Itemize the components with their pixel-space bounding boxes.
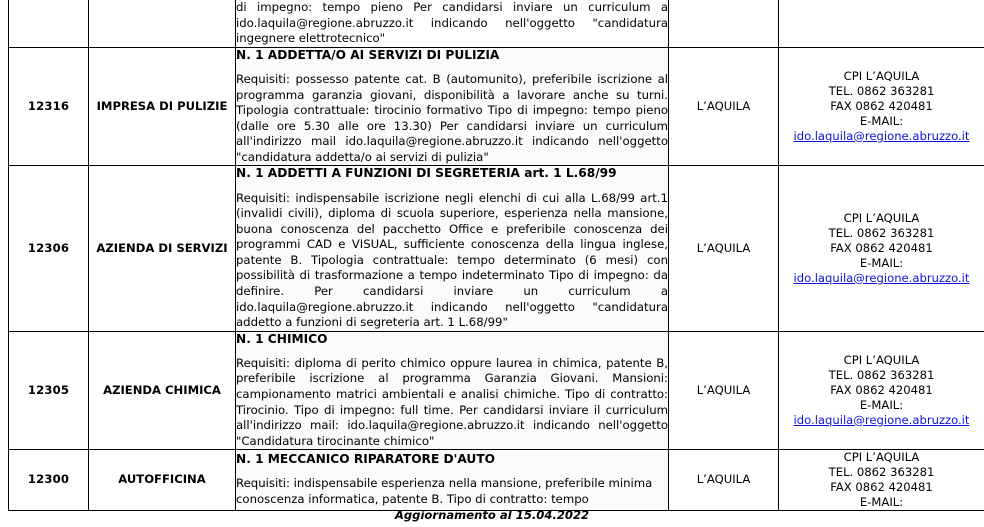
row-id: 12306 bbox=[9, 166, 89, 331]
contact-tel: TEL. 0862 363281 bbox=[828, 368, 935, 383]
contact-office: CPI L’AQUILA bbox=[843, 69, 920, 84]
table-row bbox=[9, 0, 984, 47]
row-contact bbox=[779, 166, 984, 331]
row-location: L’AQUILA bbox=[669, 166, 779, 331]
contact-tel: TEL. 0862 363281 bbox=[828, 84, 935, 99]
row-company: AUTOFFICINA bbox=[89, 450, 236, 510]
contact-email-label: E-MAIL: bbox=[859, 397, 904, 412]
row-description bbox=[236, 0, 669, 47]
description-title: N. 1 ADDETTA/O AI SERVIZI DI PULIZIA bbox=[236, 47, 500, 62]
description-title: N. 1 CHIMICO bbox=[236, 331, 328, 346]
row-id: 12300 bbox=[9, 450, 89, 510]
row-description bbox=[236, 450, 669, 510]
row-company: AZIENDA CHIMICA bbox=[89, 331, 236, 450]
table-row bbox=[9, 166, 984, 331]
row-contact bbox=[779, 331, 984, 450]
row-contact bbox=[779, 0, 984, 47]
table-row bbox=[9, 331, 984, 450]
contact-email-link[interactable]: ido.laquila@regione.abruzzo.it bbox=[793, 270, 970, 285]
row-contact bbox=[779, 450, 984, 510]
contact-email-link[interactable]: ido.laquila@regione.abruzzo.it bbox=[793, 128, 970, 143]
contact-email-link[interactable]: ido.laquila@regione.abruzzo.it bbox=[793, 412, 970, 427]
contact-office: CPI L’AQUILA bbox=[843, 450, 920, 465]
contact-tel: TEL. 0862 363281 bbox=[828, 226, 935, 241]
contact-email-label: E-MAIL: bbox=[859, 494, 904, 509]
row-description bbox=[236, 47, 669, 166]
description-title: N. 1 ADDETTI A FUNZIONI DI SEGRETERIA art. 1 L.68/99 bbox=[236, 166, 617, 181]
description-body: Requisiti: diploma di perito chimico oppure laurea in chimica, patente B, preferibile iscrizione al programma Garanzia Giovani. Mansioni: campionamento matrici ambientali e analisi chimiche. Tipo di contratto: Tirocinio. Tipo di impegno: full time. Per candidarsi inviare il curriculum all'indirizzo mail: ido.laquila@regione.abruzzo.it indicando nell'oggetto "Candidatura tirocinante chimico" bbox=[236, 355, 668, 448]
contact-fax: FAX 0862 420481 bbox=[830, 479, 933, 494]
contact-tel: TEL. 0862 363281 bbox=[828, 465, 935, 480]
description-body: Requisiti: indispensabile esperienza nella mansione, preferibile minima conoscenza informatica, patente B. Tipo di contratto: tempo bbox=[236, 476, 653, 507]
description-body: di impegno: tempo pieno Per candidarsi inviare un curriculum a ido.laquila@regione.abruzzo.it indicando nell'oggetto "candidatura ingegnere elettrotecnico" bbox=[236, 0, 668, 46]
contact-email-label: E-MAIL: bbox=[859, 255, 904, 270]
contact-office: CPI L’AQUILA bbox=[843, 211, 920, 226]
table-row bbox=[9, 47, 984, 166]
contact-fax: FAX 0862 420481 bbox=[830, 99, 933, 114]
row-contact bbox=[779, 47, 984, 166]
description-body: Requisiti: indispensabile iscrizione negli elenchi di cui alla L.68/99 art.1 (invalidi civili), diploma di scuola superiore, esperienza nella mansione, buona conoscenza del pacchetto Office e preferibile conoscenza dei programmi CAD e VISUAL, sufficiente conoscenza della lingua inglese, patente B. Tipologia contrattuale: tempo determinato (6 mesi) con possibilità di trasformazione a tempo indeterminato Tipo di impegno: da definire. Per candidarsi inviare un curriculum a ido.laquila@regione.abruzzo.it indicando nell'oggetto "candidatura addetto a funzioni di segreteria art. 1 L.68/99" bbox=[236, 190, 668, 330]
contact-fax: FAX 0862 420481 bbox=[830, 383, 933, 398]
contact-email-label: E-MAIL: bbox=[859, 113, 904, 128]
contact-fax: FAX 0862 420481 bbox=[830, 241, 933, 256]
table-row bbox=[9, 450, 984, 510]
row-id bbox=[9, 0, 89, 47]
row-location bbox=[669, 0, 779, 47]
row-company: AZIENDA DI SERVIZI bbox=[89, 166, 236, 331]
contact-office: CPI L’AQUILA bbox=[843, 353, 920, 368]
row-company bbox=[89, 0, 236, 47]
page-footer-note: Aggiornamento al 15.04.2022 bbox=[394, 508, 590, 522]
description-title: N. 1 MECCANICO RIPARATORE D'AUTO bbox=[236, 452, 495, 467]
row-id: 12305 bbox=[9, 331, 89, 450]
row-location: L’AQUILA bbox=[669, 47, 779, 166]
row-description bbox=[236, 331, 669, 450]
row-description bbox=[236, 166, 669, 331]
row-company: IMPRESA DI PULIZIE bbox=[89, 47, 236, 166]
description-body: Requisiti: possesso patente cat. B (automunito), preferibile iscrizione al programma garanzia giovani, disponibilità a lavorare anche su turni. Tipologia contrattuale: tirocinio formativo Tipo di impegno: tempo pieno (dalle ore 5.30 alle ore 13.30) Per candidarsi inviare un curriculum all'indirizzo mail ido.laquila@regione.abruzzo.it indicando nell'oggetto "candidatura addetta/o ai servizi di pulizia" bbox=[236, 71, 668, 164]
job-offers-table bbox=[8, 0, 984, 511]
row-location: L’AQUILA bbox=[669, 450, 779, 510]
row-id: 12316 bbox=[9, 47, 89, 166]
row-location: L’AQUILA bbox=[669, 331, 779, 450]
